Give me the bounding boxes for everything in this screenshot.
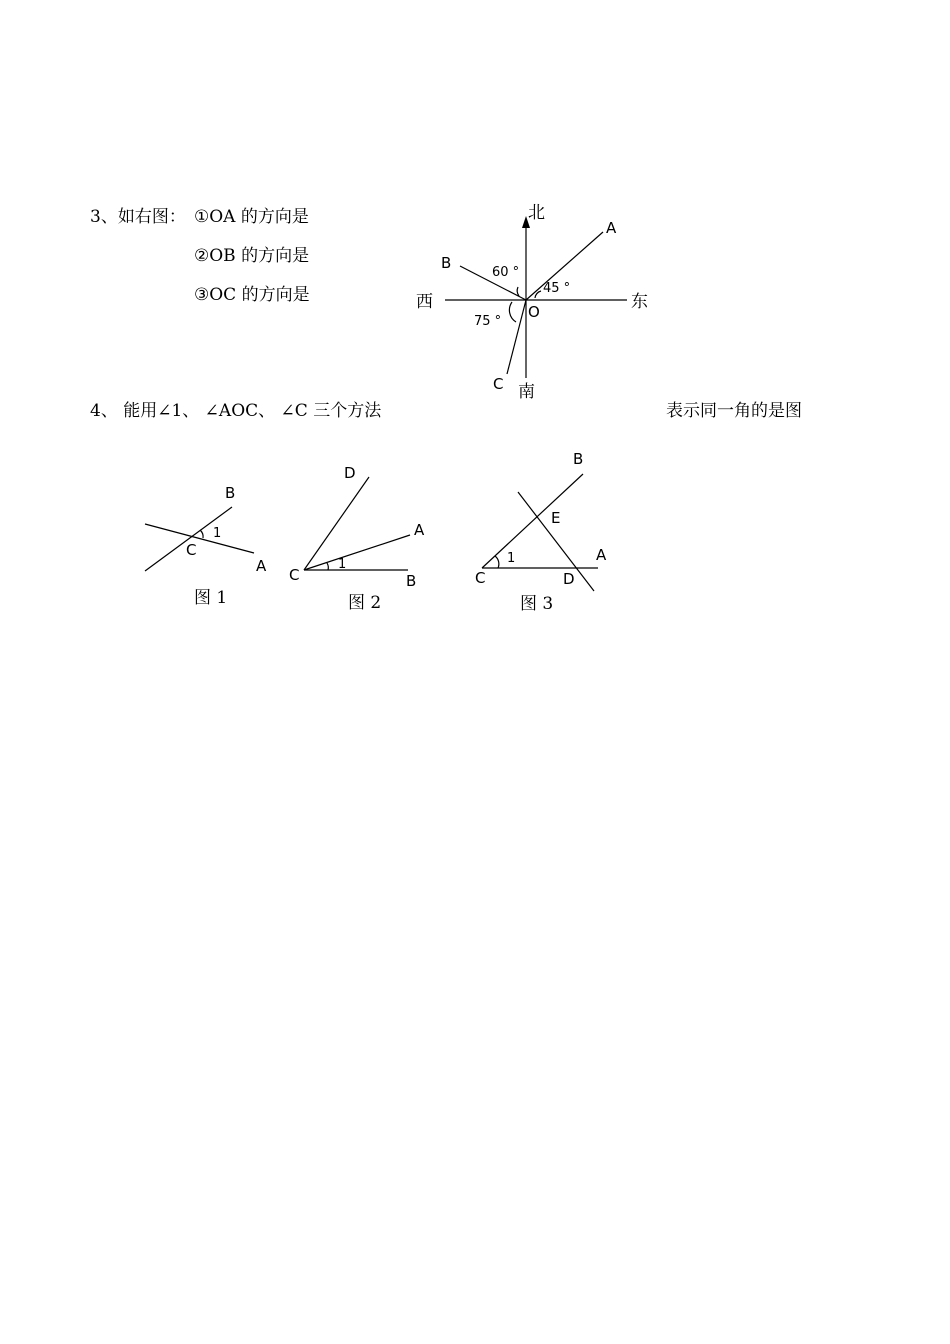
fig1-label-b: B <box>225 484 236 502</box>
fig2-angle-arc <box>327 563 328 570</box>
fig1-line-ca <box>145 524 254 553</box>
fig3-angle-arc <box>495 556 499 568</box>
q3-item-oc: ③OC 的方向是 <box>194 285 310 305</box>
label-angle-75: 75 ° <box>474 314 502 329</box>
label-north: 北 <box>528 203 545 223</box>
fig3-label-b: B <box>573 450 584 468</box>
label-west: 西 <box>416 292 433 312</box>
q3-intro: 3、如右图： <box>90 207 186 227</box>
fig3-line-ed <box>518 492 594 591</box>
label-ray-b: B <box>441 254 452 272</box>
fig3-label-a: A <box>596 546 607 564</box>
q3-item-ob: ②OB 的方向是 <box>194 246 310 266</box>
fig3-label-d: D <box>563 570 575 588</box>
fig1-label-c: C <box>186 541 197 559</box>
fig3-label-c: C <box>475 569 486 587</box>
fig1-label-a: A <box>256 557 267 575</box>
label-east: 东 <box>631 292 648 312</box>
arc-75 <box>509 302 516 322</box>
fig2-label-b: B <box>406 572 417 590</box>
fig3-label-e: E <box>551 509 561 527</box>
q3-item-oa: ①OA 的方向是 <box>194 207 309 227</box>
fig2-label-c: C <box>289 566 300 584</box>
label-ray-a: A <box>606 219 617 237</box>
figure-3 <box>475 450 607 614</box>
label-origin: O <box>528 303 540 321</box>
fig1-caption: 图 1 <box>194 588 228 608</box>
label-angle-45: 45 ° <box>543 281 571 296</box>
fig2-label-a: A <box>414 521 425 539</box>
q4-text: 4、 能用∠1、 ∠AOC、 ∠C 三个方法 <box>90 401 382 421</box>
figure-1 <box>145 484 267 608</box>
q4-tail: 表示同一角的是图 <box>666 401 802 421</box>
fig1-angle-arc <box>200 530 203 538</box>
fig2-label-d: D <box>344 464 356 482</box>
fig2-line-cd <box>304 477 369 570</box>
fig2-line-ca <box>304 535 410 570</box>
fig3-caption: 图 3 <box>520 594 554 614</box>
fig2-label-angle: 1 <box>338 557 347 572</box>
label-ray-c: C <box>493 375 504 393</box>
fig3-label-angle: 1 <box>507 551 516 566</box>
label-angle-60: 60 ° <box>492 265 520 280</box>
fig1-label-angle: 1 <box>213 526 222 541</box>
label-south: 南 <box>518 382 535 402</box>
arc-60 <box>517 287 519 296</box>
figure-2 <box>289 464 425 613</box>
fig3-line-cb <box>482 474 583 568</box>
fig2-caption: 图 2 <box>348 593 382 613</box>
